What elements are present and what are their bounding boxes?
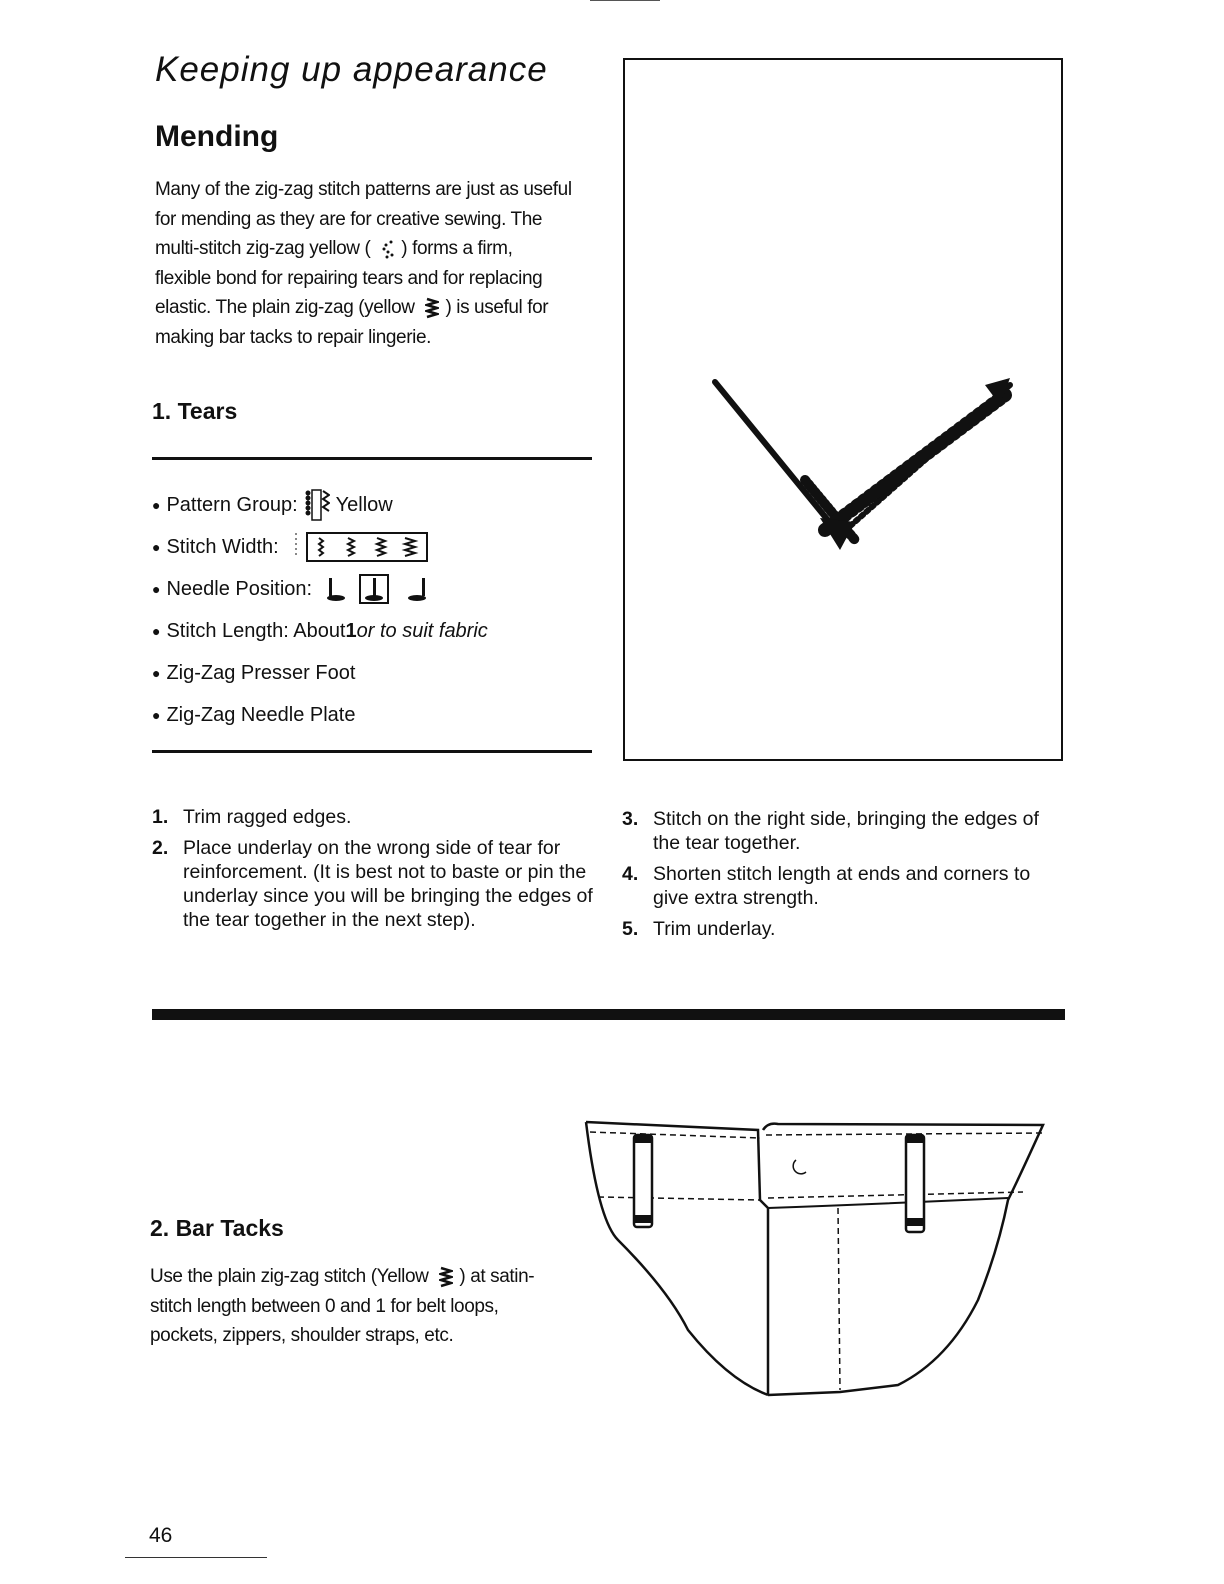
intro-line: making bar tacks to repair lingerie. — [155, 326, 432, 348]
step-item — [622, 807, 1063, 855]
setting-label: Stitch Width: — [166, 535, 279, 558]
trousers-waistband-illustration — [578, 1100, 1058, 1400]
setting-label: Stitch Length: About — [166, 619, 346, 642]
bar-tacks-heading: 2. Bar Tacks — [150, 1215, 284, 1241]
tears-heading: 1. Tears — [152, 398, 238, 424]
step-number: 2. — [152, 837, 169, 859]
multi-stitch-zigzag-icon — [381, 239, 395, 259]
step-number: 1. — [152, 806, 169, 828]
bottom-rule — [125, 1557, 267, 1558]
bar-tacks-line: stitch length between 0 and 1 for belt loops, — [150, 1295, 499, 1317]
section-divider — [152, 1009, 1065, 1020]
setting-pattern-group: ● Pattern Group: Yellow — [152, 484, 488, 526]
step-number: 5. — [622, 918, 639, 940]
intro-line: Many of the zig-zag stitch patterns are just as useful — [155, 179, 572, 200]
setting-label: Pattern Group: — [166, 493, 298, 516]
intro-line: flexible bond for repairing tears and for replacing — [155, 267, 543, 289]
setting-needle-plate: ● Zig-Zag Needle Plate — [152, 703, 356, 726]
intro-line — [155, 293, 572, 323]
intro-text: elastic. The plain zig-zag (yellow — [155, 297, 415, 318]
intro-text: ) is useful for — [445, 297, 549, 318]
setting-suffix: or to suit fabric — [356, 619, 488, 642]
step-text: Place underlay on the wrong side of tear for reinforcement. (It is best not to baste or pin the underlay since you will be bringing the edges of the tear together in the next step). — [183, 837, 593, 931]
intro-line — [155, 234, 572, 264]
setting-needle-position: ● Needle Position: — [152, 568, 488, 610]
setting-stitch-length: ● Stitch Length: About 1 or to suit fabric — [152, 619, 488, 642]
bar-tacks-text: Use the plain zig-zag stitch (Yellow — [150, 1266, 429, 1287]
pattern-group-icon — [304, 487, 330, 523]
zigzag-stitch-icon — [425, 297, 439, 319]
setting-value: 1 — [345, 619, 357, 642]
stitch-width-icon — [293, 530, 443, 564]
setting-presser-foot: ● Zig-Zag Presser Foot — [152, 661, 356, 684]
top-rule — [590, 0, 660, 1]
section-heading: Mending — [155, 120, 279, 153]
step-text: Stitch on the right side, bringing the edges of the tear together. — [653, 808, 1039, 854]
page-title: Keeping up appearance — [155, 50, 548, 89]
needle-position-icon — [322, 572, 462, 606]
divider — [152, 750, 592, 753]
page-number: 46 — [149, 1524, 173, 1547]
setting-value: Yellow — [335, 493, 393, 516]
button-icon — [793, 1160, 806, 1174]
setting-label: Zig-Zag Needle Plate — [166, 703, 356, 726]
zigzag-stitch-icon — [439, 1266, 453, 1288]
steps-right — [622, 807, 1063, 948]
intro-text: multi-stitch zig-zag yellow ( — [155, 238, 371, 259]
setting-label: Needle Position: — [166, 577, 313, 600]
step-item — [152, 805, 593, 829]
step-text: Trim ragged edges. — [183, 806, 352, 828]
bar-tacks-paragraph — [150, 1262, 534, 1351]
tear-illustration — [623, 58, 1063, 761]
bar-tacks-text: ) at satin- — [459, 1266, 535, 1287]
settings-list — [152, 484, 488, 736]
step-number: 3. — [622, 808, 639, 830]
bar-tacks-line: pockets, zippers, shoulder straps, etc. — [150, 1325, 454, 1346]
intro-line: for mending as they are for creative sewing. The — [155, 208, 543, 230]
step-item — [622, 862, 1063, 910]
step-item — [152, 836, 593, 932]
divider — [152, 457, 592, 460]
intro-text: ) forms a firm, — [401, 238, 513, 259]
step-item — [622, 917, 1063, 941]
intro-paragraph — [155, 175, 572, 352]
setting-label: Zig-Zag Presser Foot — [166, 661, 356, 684]
mended-tear-drawing — [625, 60, 1061, 759]
setting-stitch-width: ● Stitch Width: — [152, 526, 488, 568]
step-text: Trim underlay. — [653, 918, 776, 940]
step-number: 4. — [622, 863, 639, 885]
bar-tacks-line — [150, 1262, 534, 1292]
step-text: Shorten stitch length at ends and corners to give extra strength. — [653, 863, 1031, 909]
steps-left — [152, 805, 593, 939]
